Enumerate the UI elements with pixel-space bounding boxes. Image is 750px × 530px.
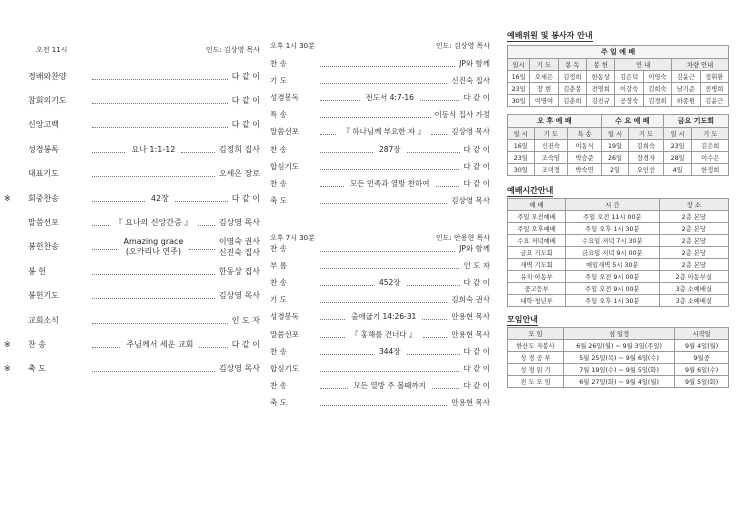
table-cell: 김경희 — [643, 95, 671, 107]
table-cell: 9월 6일(수) — [675, 364, 729, 376]
person-line-2: 신진숙 집사 — [218, 247, 260, 257]
table-cell: 남기준 — [672, 83, 700, 95]
service-row — [270, 108, 490, 122]
service-row — [28, 264, 260, 278]
sunday-duty-title: 주 일 예 배 — [508, 46, 729, 59]
table-cell: 박숙연 — [568, 164, 602, 176]
table-row — [508, 95, 729, 107]
leader-dots — [92, 341, 120, 348]
evening-service-time: 오후 7시 30분 — [270, 234, 315, 242]
service-item-detail: 주님께서 세운 교회 — [126, 339, 194, 349]
service-item-person: 김정희 집사 — [218, 144, 261, 154]
table-cell: 2층 본당 — [659, 223, 728, 235]
service-row — [270, 258, 490, 272]
service-item-person: 다 같 이 — [463, 346, 491, 356]
leader-dots — [431, 128, 447, 135]
table-header-cell: 모 임 — [508, 328, 564, 340]
service-item-detail: 모든 민족과 열방 찬하여 — [349, 178, 430, 188]
service-item-person: 다 같 이 — [463, 277, 491, 287]
table-cell: 전병희 — [700, 83, 728, 95]
leader-dots — [320, 94, 360, 101]
leader-dots — [320, 146, 373, 153]
table-cell: 수요일 저녁 7시 30분 — [566, 235, 659, 247]
service-row — [270, 379, 490, 393]
service-item-person: JP와 함께 — [459, 58, 490, 68]
table-cell: 이명여 — [530, 95, 558, 107]
table-header-cell: 일 시 — [601, 128, 628, 140]
table-cell: 김춘희 — [558, 95, 586, 107]
service-row — [4, 337, 261, 351]
service-item-label: 경배와찬양 — [28, 71, 67, 81]
service-row — [270, 275, 490, 289]
table-cell: 19일 — [601, 140, 628, 152]
leader-dots — [92, 365, 215, 372]
service-item-label: 찬 송 — [270, 178, 287, 188]
service-row — [28, 93, 260, 107]
morning-service-time: 오전 11시 — [36, 46, 68, 54]
table-header-cell: 봉 헌 — [587, 59, 615, 71]
leader-dots — [407, 348, 460, 355]
table-cell: 새벽 기도회 — [508, 259, 566, 271]
detail-line-2: (오카리나 연주) — [125, 246, 181, 256]
table-cell: 이강숙 — [615, 83, 643, 95]
stand-mark: ※ — [4, 339, 11, 349]
service-item-person: 김상영 목사 — [451, 196, 490, 206]
service-item-label: 특 송 — [270, 110, 287, 120]
table-cell: 김은희 — [692, 140, 729, 152]
service-item-detail: 전도서 4:7-16 — [365, 92, 414, 102]
leader-dots — [92, 146, 125, 153]
service-item-label: 찬 송 — [270, 58, 287, 68]
leader-dots — [92, 268, 215, 275]
afternoon-service-leader: 인도: 김상영 목사 — [435, 42, 490, 50]
leader-dots — [320, 296, 447, 303]
table-cell: 김희숙 — [629, 140, 664, 152]
table-cell: 김윤근 — [700, 95, 728, 107]
table-row — [508, 223, 729, 235]
table-cell: 한산도 자봉사 — [508, 340, 564, 352]
leader-dots — [320, 77, 447, 84]
table-row — [508, 164, 729, 176]
service-item-label: 찬 송 — [270, 243, 287, 253]
service-item-person — [219, 236, 260, 258]
service-item-detail: 『 홍해를 건너다 』 — [350, 329, 417, 339]
service-row — [270, 73, 490, 87]
table-cell: 30일 — [508, 95, 530, 107]
times-section-title: 예배시간안내 — [507, 186, 554, 195]
table-cell: 2층 본당 — [659, 247, 728, 259]
table-cell: 장경자 — [629, 152, 664, 164]
table-cell: 3층 소예배실 — [659, 295, 728, 307]
table-header-cell: 차량 안내 — [672, 59, 729, 71]
service-item-person: 다 같 이 — [463, 178, 490, 188]
service-item-detail: 344장 — [378, 346, 401, 356]
table-cell: 5월 25일(목) ~ 9월 6일(수) — [563, 352, 674, 364]
table-cell: 9월중 — [675, 352, 729, 364]
table-cell: 주일 오전 11시 00분 — [566, 211, 659, 223]
table-cell: 2일 — [601, 164, 628, 176]
service-item-label: 부 름 — [270, 260, 287, 270]
service-row — [270, 56, 490, 70]
service-item-person: JP와 함께 — [459, 243, 490, 253]
afternoon-service-time: 오후 1시 30분 — [270, 42, 315, 50]
leader-dots — [436, 180, 460, 187]
table-cell: 신진숙 — [534, 140, 568, 152]
table-header-cell: 일시 — [508, 59, 530, 71]
table-row — [508, 283, 729, 295]
service-item-label: 축 도 — [270, 196, 287, 206]
leader-dots — [92, 292, 215, 299]
table-cell: 오인선 — [629, 164, 664, 176]
table-row — [508, 83, 729, 95]
friday-duty-title: 금요 기도회 — [663, 115, 728, 128]
table-row — [508, 211, 729, 223]
table-cell: 9월 4일(월) — [675, 340, 729, 352]
leader-dots — [407, 279, 460, 286]
leader-dots — [407, 146, 460, 153]
service-row — [270, 142, 490, 156]
service-item-person: 이동식 집사 가정 — [434, 110, 490, 120]
service-row — [28, 235, 260, 259]
service-item-person: 다 같 이 — [231, 71, 260, 81]
table-cell: 26일 — [601, 152, 628, 164]
table-cell: 유치·아동부 — [508, 271, 566, 283]
detail-line-1: Amazing grace — [123, 236, 184, 246]
table-cell: 주일 오전 9시 00분 — [566, 271, 659, 283]
service-item-person: 안용현 목사 — [451, 398, 490, 408]
table-cell: 김희숙 — [643, 83, 671, 95]
service-item-detail: 요나 1:1-12 — [131, 144, 176, 154]
meetings-table — [507, 327, 729, 388]
stand-mark: ※ — [4, 193, 11, 203]
service-item-label: 찬 송 — [270, 277, 287, 287]
service-row — [270, 90, 490, 104]
table-cell: 조숙임 — [534, 152, 568, 164]
service-row — [270, 361, 490, 375]
service-item-detail: 출애굽기 14:26-31 — [351, 312, 417, 322]
table-cell: 28일 — [663, 152, 692, 164]
service-row — [4, 191, 261, 205]
service-item-person: 김상영 목사 — [451, 127, 491, 137]
meetings-section-title: 모임안내 — [507, 315, 538, 324]
service-item-label: 말씀선포 — [28, 217, 59, 227]
table-row — [508, 247, 729, 259]
table-header-cell: 섬 일정 — [563, 328, 674, 340]
table-header-cell: 특 송 — [568, 128, 602, 140]
service-item-label: 찬 송 — [270, 346, 287, 356]
table-header-cell: 시 간 — [566, 199, 659, 211]
table-cell: 장 현 — [530, 83, 558, 95]
service-item-label: 축 도 — [28, 364, 46, 374]
service-item-label: 찬 송 — [270, 144, 287, 154]
table-cell: 매일새벽 5시 30분 — [566, 259, 659, 271]
table-cell: 주일 오전예배 — [508, 211, 566, 223]
table-cell: 이동식 — [568, 140, 602, 152]
table-cell: 김진규 — [587, 95, 615, 107]
service-item-label: 성경봉독 — [270, 92, 299, 102]
service-item-detail: 287장 — [378, 144, 401, 154]
table-cell: 중고등부 — [508, 283, 566, 295]
table-cell: 박승준 — [568, 152, 602, 164]
service-item-person: 다 같 이 — [231, 193, 261, 203]
service-item-person: 다 같 이 — [463, 363, 490, 373]
table-cell: 금요 기도회 — [508, 247, 566, 259]
service-item-label: 말씀선포 — [270, 127, 299, 137]
duty-section-title: 예배위원 및 봉사자 안내 — [507, 31, 593, 40]
service-times-table — [507, 198, 729, 307]
service-row — [28, 313, 260, 327]
wednesday-duty-title: 수 요 예 배 — [601, 115, 663, 128]
service-item-person: 다 같 이 — [231, 120, 260, 130]
leader-dots — [320, 128, 336, 135]
leader-dots — [320, 348, 373, 355]
table-cell: 23일 — [508, 83, 530, 95]
table-row — [508, 235, 729, 247]
service-item-label: 축 도 — [270, 398, 287, 408]
service-row — [270, 194, 490, 208]
table-row — [508, 259, 729, 271]
service-item-detail: 『 요나의 신앙간증 』 — [114, 217, 193, 227]
table-cell: 23일 — [663, 140, 692, 152]
leader-dots — [92, 195, 145, 202]
table-header-cell: 기 도 — [692, 128, 729, 140]
service-item-person: 오세은 장로 — [218, 169, 260, 179]
table-cell: 성 경 읽 기 — [508, 364, 564, 376]
service-item-label: 회중찬송 — [28, 193, 59, 203]
leader-dots — [92, 170, 215, 177]
table-cell: 16일 — [508, 140, 535, 152]
table-cell: 2층 본당 — [659, 211, 728, 223]
service-item-detail — [121, 237, 185, 257]
table-cell: 수요 저녁예배 — [508, 235, 566, 247]
service-row — [270, 241, 490, 255]
table-cell: 이수은 — [692, 152, 729, 164]
table-row — [508, 376, 729, 388]
leader-dots — [199, 341, 227, 348]
table-header-cell: 안 내 — [615, 59, 672, 71]
table-row — [508, 271, 729, 283]
service-item-label: 찬 송 — [28, 339, 46, 349]
leader-dots — [320, 313, 345, 320]
leader-dots — [92, 317, 228, 324]
morning-service-leader: 인도: 김상영 목사 — [205, 46, 260, 54]
leader-dots — [320, 365, 459, 372]
table-cell: 김춘봉 — [558, 83, 586, 95]
table-row — [508, 140, 729, 152]
table-cell: 성 경 공 부 — [508, 352, 564, 364]
table-header-cell: 일 시 — [508, 128, 535, 140]
service-row — [270, 293, 490, 307]
table-cell: 4일 — [663, 164, 692, 176]
service-item-label: 참회의기도 — [28, 95, 67, 105]
table-header-cell: 기 도 — [530, 59, 558, 71]
service-item-person: 다 같 이 — [463, 92, 490, 102]
leader-dots — [320, 197, 447, 204]
table-header-cell: 기 도 — [534, 128, 568, 140]
leader-dots — [320, 60, 455, 67]
table-cell: 김정희 — [558, 71, 586, 83]
service-item-person: 다 같 이 — [463, 144, 491, 154]
service-item-person: 다 같 이 — [231, 95, 260, 105]
table-cell: 16일 — [508, 71, 530, 83]
leader-dots — [92, 243, 117, 250]
table-cell: 2층 본당 — [659, 235, 728, 247]
person-line-1: 이영숙 권사 — [218, 236, 260, 246]
leader-dots — [181, 146, 214, 153]
table-row — [508, 352, 729, 364]
service-item-person: 한동상 집사 — [218, 266, 260, 276]
service-item-person: 김희숙 권사 — [451, 295, 490, 305]
table-cell: 7월 19일(수) ~ 9월 5일(화) — [563, 364, 674, 376]
table-cell: 전 도 모 임 — [508, 376, 564, 388]
table-row — [508, 340, 729, 352]
service-item-person: 다 같 이 — [463, 381, 490, 391]
leader-dots — [198, 219, 215, 226]
service-item-label: 봉헌기도 — [28, 291, 59, 301]
table-cell: 조미정 — [534, 164, 568, 176]
table-cell: 정휘환 — [700, 71, 728, 83]
table-cell: 2층 아동부실 — [659, 271, 728, 283]
table-row — [508, 71, 729, 83]
service-item-label: 봉헌찬송 — [28, 242, 59, 252]
table-cell: 전영희 — [587, 83, 615, 95]
service-item-detail: 『 하나님께 부요한 자 』 — [342, 127, 425, 137]
table-cell: 대학·청년부 — [508, 295, 566, 307]
table-header-cell: 일 시 — [663, 128, 692, 140]
leader-dots — [92, 97, 228, 104]
service-item-person: 안용현 목사 — [451, 312, 490, 322]
leader-dots — [320, 111, 431, 118]
leader-dots — [320, 399, 447, 406]
table-cell: 주일 오전 9시 00분 — [566, 283, 659, 295]
service-item-person: 안용현 목사 — [451, 329, 491, 339]
service-item-person: 다 같 이 — [231, 339, 261, 349]
service-item-person: 김상영 목사 — [218, 291, 260, 301]
service-item-label: 성경봉독 — [28, 144, 59, 154]
afternoon-duty-title: 오 후 예 배 — [508, 115, 602, 128]
leader-dots — [320, 331, 345, 338]
service-row — [28, 289, 260, 303]
table-cell: 김윤근 — [672, 71, 700, 83]
leader-dots — [92, 73, 228, 80]
leader-dots — [423, 331, 448, 338]
leader-dots — [320, 382, 348, 389]
service-row — [270, 344, 490, 358]
table-cell: 23일 — [508, 152, 535, 164]
table-cell: 6월 26일(월) ~ 9월 3일(주일) — [563, 340, 674, 352]
service-item-label: 합심기도 — [270, 161, 299, 171]
leader-dots — [320, 180, 344, 187]
leader-dots — [320, 279, 373, 286]
service-item-person: 김상영 목사 — [218, 364, 260, 374]
table-cell: 하종원 — [672, 95, 700, 107]
service-row — [28, 167, 260, 181]
table-cell: 주일 오후 1시 30분 — [566, 295, 659, 307]
service-item-person: 김상영 목사 — [218, 217, 261, 227]
service-row — [28, 69, 260, 83]
service-item-detail: 42장 — [150, 193, 169, 203]
service-item-label: 봉 헌 — [28, 266, 46, 276]
table-row — [508, 364, 729, 376]
table-row — [508, 152, 729, 164]
sunday-duty-table — [507, 45, 729, 107]
service-row — [270, 327, 490, 341]
service-row — [270, 159, 490, 173]
service-item-label: 대표기도 — [28, 169, 59, 179]
service-item-detail: 452장 — [378, 277, 401, 287]
service-item-person: 신진숙 집사 — [451, 75, 490, 85]
service-row — [270, 310, 490, 324]
leader-dots — [320, 262, 459, 269]
service-item-person: 인 도 자 — [463, 260, 490, 270]
table-header-cell: 장 소 — [659, 199, 728, 211]
leader-dots — [92, 121, 228, 128]
table-cell: 금요일 저녁 9시 00분 — [566, 247, 659, 259]
table-cell: 6월 27일(화) ~ 9월 4일(월) — [563, 376, 674, 388]
service-item-label: 기 도 — [270, 75, 287, 85]
service-item-label: 기 도 — [270, 295, 287, 305]
leader-dots — [320, 163, 459, 170]
table-cell: 2층 본당 — [659, 259, 728, 271]
table-row — [508, 295, 729, 307]
leader-dots — [320, 245, 455, 252]
table-cell: 이영숙 — [643, 71, 671, 83]
service-item-person: 다 같 이 — [463, 161, 490, 171]
table-header-cell: 봉 독 — [558, 59, 586, 71]
table-cell: 공경숙 — [615, 95, 643, 107]
table-cell: 김은덕 — [615, 71, 643, 83]
table-cell: 오세은 — [530, 71, 558, 83]
table-cell: 주일 오후 1시 30분 — [566, 223, 659, 235]
service-item-label: 성경봉독 — [270, 312, 299, 322]
leader-dots — [92, 219, 109, 226]
leader-dots — [422, 313, 447, 320]
leader-dots — [432, 382, 460, 389]
service-row — [4, 362, 260, 376]
table-cell: 30일 — [508, 164, 535, 176]
service-row — [28, 118, 260, 132]
table-header-cell: 기 도 — [629, 128, 664, 140]
service-row — [270, 125, 490, 139]
leader-dots — [189, 243, 214, 250]
service-item-label: 찬 송 — [270, 381, 287, 391]
service-item-label: 교회소식 — [28, 315, 59, 325]
table-header-cell: 시작일 — [675, 328, 729, 340]
evening-service-leader: 인도: 안용현 목사 — [435, 234, 490, 242]
service-item-label: 말씀선포 — [270, 329, 299, 339]
table-cell: 한정희 — [692, 164, 729, 176]
weekday-duty-table — [507, 114, 729, 176]
table-cell: 3층 소예배실 — [659, 283, 728, 295]
service-item-person: 인 도 자 — [231, 315, 260, 325]
table-cell: 9월 5일(화) — [675, 376, 729, 388]
leader-dots — [420, 94, 460, 101]
table-cell: 주일 오후예배 — [508, 223, 566, 235]
service-row — [270, 396, 490, 410]
table-cell: 한동상 — [587, 71, 615, 83]
service-item-label: 신앙고백 — [28, 120, 59, 130]
stand-mark: ※ — [4, 364, 11, 374]
service-item-label: 합심기도 — [270, 363, 299, 373]
service-row — [28, 215, 260, 229]
table-header-cell: 예 배 — [508, 199, 566, 211]
service-row — [270, 176, 490, 190]
service-row — [28, 142, 260, 156]
service-item-detail: 모든 열방 주 볼때까지 — [353, 381, 426, 391]
leader-dots — [175, 195, 228, 202]
